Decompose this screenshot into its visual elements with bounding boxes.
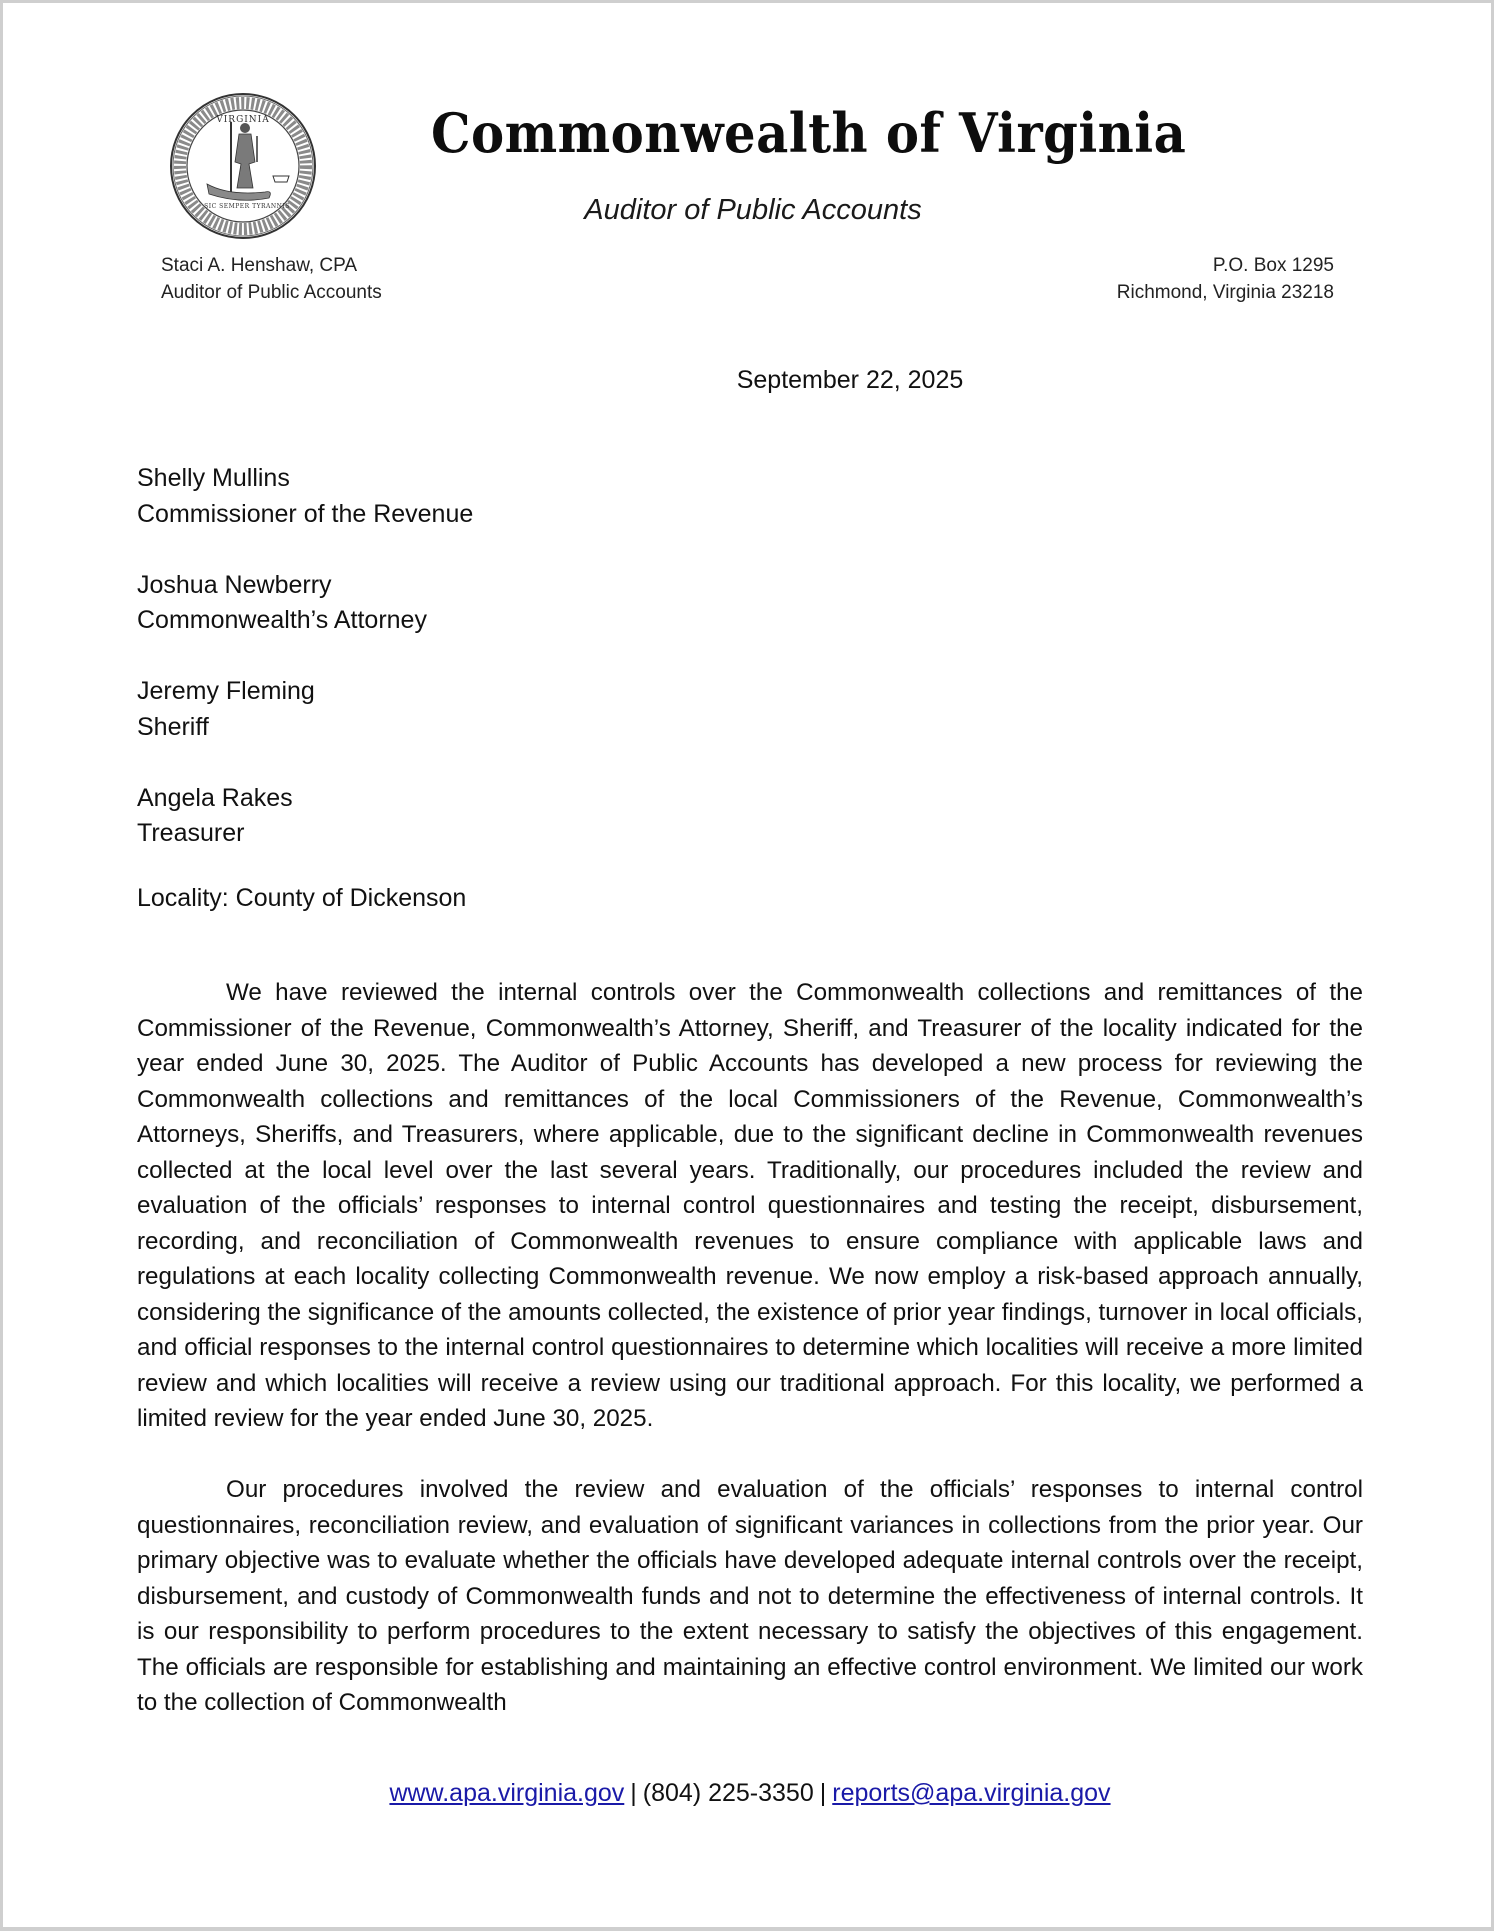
email-link[interactable]: reports@apa.virginia.gov bbox=[832, 1779, 1111, 1807]
recipient bbox=[137, 568, 473, 639]
auditor-name: Staci A. Henshaw, CPA bbox=[161, 255, 358, 276]
website-link[interactable]: www.apa.virginia.gov bbox=[389, 1779, 625, 1807]
phone-number: (804) 225-3350 bbox=[642, 1779, 814, 1807]
svg-text:VIRGINIA: VIRGINIA bbox=[216, 115, 270, 125]
auditor-info-block bbox=[161, 252, 382, 306]
letterhead-title: Commonwealth of Virginia bbox=[431, 101, 1187, 165]
recipient-name: Angela Rakes bbox=[137, 783, 293, 812]
address-line-2: Richmond, Virginia 23218 bbox=[1116, 282, 1334, 303]
recipient-name: Joshua Newberry bbox=[137, 570, 332, 599]
virginia-state-seal-icon bbox=[169, 92, 317, 240]
recipient-title: Commissioner of the Revenue bbox=[137, 499, 474, 528]
auditor-role: Auditor of Public Accounts bbox=[161, 282, 382, 303]
letter-date: September 22, 2025 bbox=[736, 366, 964, 394]
footer-separator: | bbox=[819, 1779, 827, 1807]
body-paragraph-2: Our procedures involved the review and evaluation of the officials’ responses to internal control questionnaires, reconciliation review, and evaluation of significant variances in collections from the prior year. Our primary objective was to evaluate whether the officials have developed adequate internal controls over the receipt, disbursement, and custody of Commonwealth funds and not to determine the effectiveness of internal controls. It is our responsibility to perform procedures to the extent necessary to satisfy the objectives of this engagement. The officials are responsible for establishing and maintaining an effective control environment. We limited our work to the collection of Commonwealth bbox=[137, 1476, 1363, 1716]
address-line-1: P.O. Box 1295 bbox=[1212, 255, 1334, 276]
recipient-title: Commonwealth’s Attorney bbox=[137, 606, 427, 634]
recipient-name: Jeremy Fleming bbox=[137, 677, 315, 705]
recipient-name: Shelly Mullins bbox=[137, 464, 290, 492]
footer-separator: | bbox=[630, 1779, 637, 1807]
letter-body bbox=[137, 975, 1363, 1756]
letterhead-subtitle: Auditor of Public Accounts bbox=[584, 194, 922, 226]
recipients-block bbox=[137, 461, 473, 887]
recipient-title: Treasurer bbox=[137, 819, 245, 847]
mailing-address-block bbox=[1117, 252, 1334, 306]
svg-text:SIC SEMPER TYRANNIS: SIC SEMPER TYRANNIS bbox=[204, 203, 290, 210]
recipient bbox=[137, 781, 473, 852]
recipient bbox=[137, 461, 473, 532]
body-paragraph-1: We have reviewed the internal controls over the Commonwealth collections and remittances of the Commissioner of the Revenue, Commonwealth’s Attorney, Sheriff, and Treasurer of the locality indicated for the year ended June 30, 2025. The Auditor of Public Accounts has developed a new process for reviewing the Commonwealth collections and remittances of the local Commissioners of the Revenue, Commonwealth’s Attorneys, Sheriffs, and Treasurers, where applicable, due to the significant decline in Commonwealth revenues collected at the local level over the last several years. Traditionally, our procedures included the review and evaluation of the officials’ responses to internal control questionnaires and testing the receipt, disbursement, recording, and reconciliation of Commonwealth revenues to ensure compliance with applicable laws and regulations at each locality collecting Commonwealth revenue. We now employ a risk-based approach annually, considering the significance of the amounts collected, the existence of prior year findings, turnover in local officials, and official responses to the internal control questionnaires to determine which localities will receive a more limited review and which localities will receive a review using our traditional approach. For this locality, we performed a limited review for the year ended June 30, 2025. bbox=[137, 979, 1363, 1432]
recipient-title: Sheriff bbox=[137, 712, 209, 741]
recipient bbox=[137, 674, 473, 745]
locality-line: Locality: County of Dickenson bbox=[137, 884, 467, 912]
contact-footer bbox=[3, 1779, 1494, 1808]
